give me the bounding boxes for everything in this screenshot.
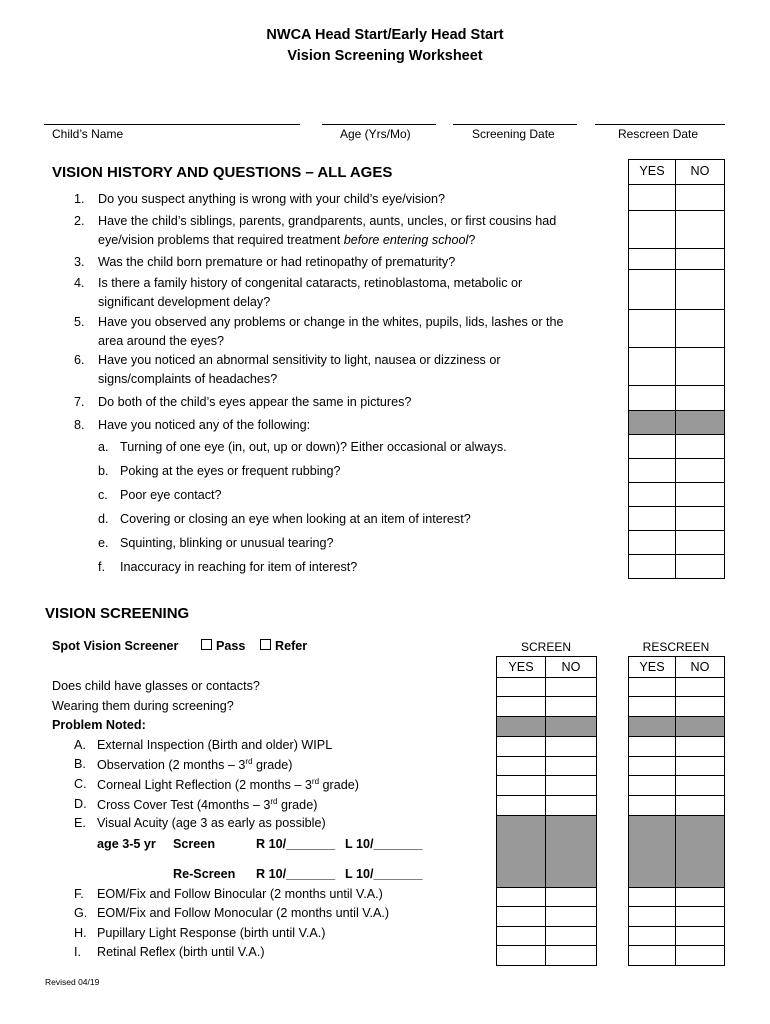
item-text: Pupillary Light Response (birth until V.A.) [97, 926, 326, 940]
subitem-letter: a. [98, 440, 109, 454]
age-field[interactable] [322, 124, 436, 125]
q1-no-cell[interactable] [676, 185, 725, 211]
g-yes-cell[interactable] [497, 907, 546, 927]
subitem-letter: c. [98, 488, 108, 502]
acuity-shaded-cell [629, 816, 676, 888]
item-text: EOM/Fix and Follow Monocular (2 months until V.A.) [97, 906, 390, 920]
qb-yes-cell[interactable] [629, 459, 676, 483]
qd-no-cell[interactable] [676, 507, 725, 531]
screen-column-header: SCREEN [520, 640, 571, 654]
q7-no-cell[interactable] [676, 386, 725, 411]
acuity-shaded-cell [676, 816, 725, 888]
i-no-cell[interactable] [546, 946, 597, 966]
a-yes-cell[interactable] [629, 737, 676, 757]
question-text-end: ? [468, 233, 476, 247]
question-text: Have you observed any problems or change in the whites, pupils, lids, lashes or the [98, 315, 564, 329]
qc-yes-cell[interactable] [629, 483, 676, 507]
screen-right-eye-field[interactable]: R 10/_______ [256, 837, 336, 851]
glasses-question: Does child have glasses or contacts? [52, 679, 260, 693]
i-yes-cell[interactable] [629, 946, 676, 966]
question-4-line2: significant development delay? [98, 295, 271, 309]
q6-yes-cell[interactable] [629, 348, 676, 386]
question-number: 3. [74, 255, 85, 269]
subitem-letter: f. [98, 560, 105, 574]
pass-label: Pass [216, 639, 246, 653]
subitem-text: Inaccuracy in reaching for item of interest? [120, 560, 358, 574]
b-yes-cell[interactable] [629, 757, 676, 776]
f-no-cell[interactable] [676, 888, 725, 907]
rescreen-answer-grid [628, 656, 725, 966]
wearing-question: Wearing them during screening? [52, 699, 234, 713]
problem-shaded-cell [629, 717, 676, 737]
problem-item-g [74, 906, 390, 920]
item-text: Cross Cover Test (4months – 3 [97, 798, 271, 813]
screening-heading: VISION SCREENING [45, 605, 190, 622]
c-no-cell[interactable] [676, 776, 725, 796]
problem-item-i [74, 945, 265, 959]
problem-item-b [74, 757, 293, 773]
question-6-line2: signs/complaints of headaches? [98, 372, 278, 386]
rescreen-date-label: Rescreen Date [618, 127, 699, 141]
b-yes-cell[interactable] [497, 757, 546, 776]
checkbox-icon [260, 639, 271, 650]
problem-item-d [74, 797, 318, 813]
wearing-yes-cell[interactable] [497, 697, 546, 717]
a-no-cell[interactable] [546, 737, 597, 757]
screen-label: Screen [173, 837, 216, 851]
item-letter: I. [74, 945, 81, 959]
q4-no-cell[interactable] [676, 270, 725, 310]
subitem-text: Poor eye contact? [120, 488, 222, 502]
rescreen-right-eye-field[interactable]: R 10/_______ [256, 867, 336, 881]
item-letter: B. [74, 757, 86, 771]
item-letter: E. [74, 816, 86, 830]
item-letter: G. [74, 906, 88, 920]
question-5-line2: area around the eyes? [98, 334, 225, 348]
problem-shaded-cell [676, 717, 725, 737]
item-superscript: rd [245, 757, 253, 766]
a-no-cell[interactable] [676, 737, 725, 757]
yes-header: YES [629, 160, 676, 185]
screen-left-eye-field[interactable]: L 10/_______ [345, 837, 423, 851]
no-header: NO [676, 160, 725, 185]
q3-no-cell[interactable] [676, 249, 725, 270]
question-text: Is there a family history of congenital cataracts, retinoblastoma, metabolic or [98, 276, 523, 290]
question-text: Do you suspect anything is wrong with your child’s eye/vision? [98, 192, 445, 206]
subitem-text: Turning of one eye (in, out, up or down)? Either occasional or always. [120, 440, 507, 454]
q2-yes-cell[interactable] [629, 211, 676, 249]
item-text: EOM/Fix and Follow Binocular (2 months until V.A.) [97, 887, 383, 901]
question-number: 2. [74, 214, 85, 228]
q8-shaded-cell [629, 411, 676, 435]
question-text: Was the child born premature or had retinopathy of prematurity? [98, 255, 456, 269]
q8-shaded-cell [676, 411, 725, 435]
h-no-cell[interactable] [546, 927, 597, 946]
q1-yes-cell[interactable] [629, 185, 676, 211]
problem-shaded-cell [497, 717, 546, 737]
q2-no-cell[interactable] [676, 211, 725, 249]
wearing-no-cell[interactable] [676, 697, 725, 717]
worksheet-title-line1: NWCA Head Start/Early Head Start [266, 27, 504, 43]
item-letter: D. [74, 797, 87, 811]
rescreen-column-header: RESCREEN [642, 640, 710, 654]
acuity-shaded-cell [497, 816, 546, 888]
item-text: Corneal Light Reflection (2 months – 3 [97, 778, 312, 793]
pass-checkbox[interactable] [201, 639, 245, 653]
item-letter: C. [74, 777, 87, 791]
q5-no-cell[interactable] [676, 310, 725, 348]
q4-yes-cell[interactable] [629, 270, 676, 310]
qe-yes-cell[interactable] [629, 531, 676, 555]
history-heading: VISION HISTORY AND QUESTIONS – ALL AGES [52, 164, 393, 181]
h-yes-cell[interactable] [497, 927, 546, 946]
item-text: Observation (2 months – 3 [97, 758, 246, 773]
question-number: 6. [74, 353, 85, 367]
qb-no-cell[interactable] [676, 459, 725, 483]
item-text: External Inspection (Birth and older) WIPL [97, 738, 333, 752]
qc-no-cell[interactable] [676, 483, 725, 507]
b-no-cell[interactable] [676, 757, 725, 776]
child-name-field[interactable] [44, 124, 300, 125]
item-letter: F. [74, 887, 84, 901]
b-no-cell[interactable] [546, 757, 597, 776]
f-no-cell[interactable] [546, 888, 597, 907]
a-yes-cell[interactable] [497, 737, 546, 757]
problem-noted-label: Problem Noted: [52, 718, 146, 732]
subitem-letter: e. [98, 536, 109, 550]
h-yes-cell[interactable] [629, 927, 676, 946]
qf-no-cell[interactable] [676, 555, 725, 579]
screen-answer-grid [496, 656, 597, 966]
item-text-group [97, 757, 292, 772]
f-yes-cell[interactable] [497, 888, 546, 907]
qa-yes-cell[interactable] [629, 435, 676, 459]
question-emphasis: before entering school [343, 233, 469, 247]
child-name-label: Child’s Name [52, 127, 124, 141]
subitem-text: Poking at the eyes or frequent rubbing? [120, 464, 341, 478]
question-number: 4. [74, 276, 85, 290]
qa-no-cell[interactable] [676, 435, 725, 459]
question-number: 1. [74, 192, 85, 206]
subitem-text: Covering or closing an eye when looking at an item of interest? [120, 512, 471, 526]
q3-yes-cell[interactable] [629, 249, 676, 270]
item-text-end: grade) [277, 798, 318, 813]
refer-label: Refer [275, 639, 308, 653]
revised-date: Revised 04/19 [45, 977, 100, 987]
i-no-cell[interactable] [676, 946, 725, 966]
problem-item-e [74, 816, 326, 830]
glasses-no-cell[interactable] [546, 678, 597, 697]
q7-yes-cell[interactable] [629, 386, 676, 411]
g-yes-cell[interactable] [629, 907, 676, 927]
wearing-no-cell[interactable] [546, 697, 597, 717]
history-answer-grid [628, 159, 725, 579]
c-no-cell[interactable] [546, 776, 597, 796]
item-superscript: rd [311, 777, 320, 786]
spot-screener-label: Spot Vision Screener [52, 639, 179, 653]
c-yes-cell[interactable] [629, 776, 676, 796]
g-no-cell[interactable] [546, 907, 597, 927]
question-text: Do both of the child’s eyes appear the same in pictures? [98, 395, 412, 409]
d-no-cell[interactable] [676, 796, 725, 816]
question-text: Have you noticed an abnormal sensitivity to light, nausea or dizziness or [98, 353, 501, 367]
wearing-yes-cell[interactable] [629, 697, 676, 717]
no-header: NO [546, 657, 597, 678]
checkbox-icon [201, 639, 212, 650]
subitem-letter: d. [98, 512, 109, 526]
d-yes-cell[interactable] [629, 796, 676, 816]
item-text-group [97, 797, 317, 812]
question-text: Have you noticed any of the following: [98, 418, 311, 432]
d-no-cell[interactable] [546, 796, 597, 816]
worksheet-title-line2: Vision Screening Worksheet [287, 48, 483, 64]
item-text-end: grade) [252, 758, 293, 773]
acuity-shaded-cell [546, 816, 597, 888]
problem-item-c [74, 777, 359, 793]
subitem-letter: b. [98, 464, 109, 478]
question-2-line2 [98, 231, 618, 250]
no-header: NO [676, 657, 725, 678]
question-text: Have the child’s siblings, parents, grandparents, aunts, uncles, or first cousins had [98, 214, 557, 228]
problem-item-h [74, 926, 326, 940]
yes-header: YES [629, 657, 676, 678]
screening-date-label: Screening Date [472, 127, 555, 141]
i-yes-cell[interactable] [497, 946, 546, 966]
age-range-label: age 3-5 yr [97, 837, 156, 851]
c-yes-cell[interactable] [497, 776, 546, 796]
h-no-cell[interactable] [676, 927, 725, 946]
subitem-text: Squinting, blinking or unusual tearing? [120, 536, 334, 550]
rescreen-label: Re-Screen [173, 867, 236, 881]
problem-item-f [74, 887, 383, 901]
question-number: 7. [74, 395, 85, 409]
f-yes-cell[interactable] [629, 888, 676, 907]
rescreen-left-eye-field[interactable]: L 10/_______ [345, 867, 423, 881]
q6-no-cell[interactable] [676, 348, 725, 386]
refer-checkbox[interactable] [260, 639, 307, 653]
item-text: Visual Acuity (age 3 as early as possible) [97, 816, 326, 830]
problem-item-a [74, 738, 333, 752]
item-superscript: rd [270, 797, 278, 806]
question-text: eye/vision problems that required treatment [98, 233, 344, 247]
age-label: Age (Yrs/Mo) [340, 127, 411, 141]
qf-yes-cell[interactable] [629, 555, 676, 579]
d-yes-cell[interactable] [497, 796, 546, 816]
problem-shaded-cell [546, 717, 597, 737]
qe-no-cell[interactable] [676, 531, 725, 555]
g-no-cell[interactable] [676, 907, 725, 927]
item-text-end: grade) [319, 778, 359, 793]
question-number: 8. [74, 418, 85, 432]
rescreen-date-field[interactable] [595, 124, 725, 125]
item-text-group [97, 777, 359, 792]
screening-date-field[interactable] [453, 124, 577, 125]
yes-header: YES [497, 657, 546, 678]
item-letter: H. [74, 926, 87, 940]
item-letter: A. [74, 738, 86, 752]
glasses-yes-cell[interactable] [497, 678, 546, 697]
glasses-no-cell[interactable] [676, 678, 725, 697]
q5-yes-cell[interactable] [629, 310, 676, 348]
qd-yes-cell[interactable] [629, 507, 676, 531]
glasses-yes-cell[interactable] [629, 678, 676, 697]
question-number: 5. [74, 315, 85, 329]
item-text: Retinal Reflex (birth until V.A.) [97, 945, 265, 959]
